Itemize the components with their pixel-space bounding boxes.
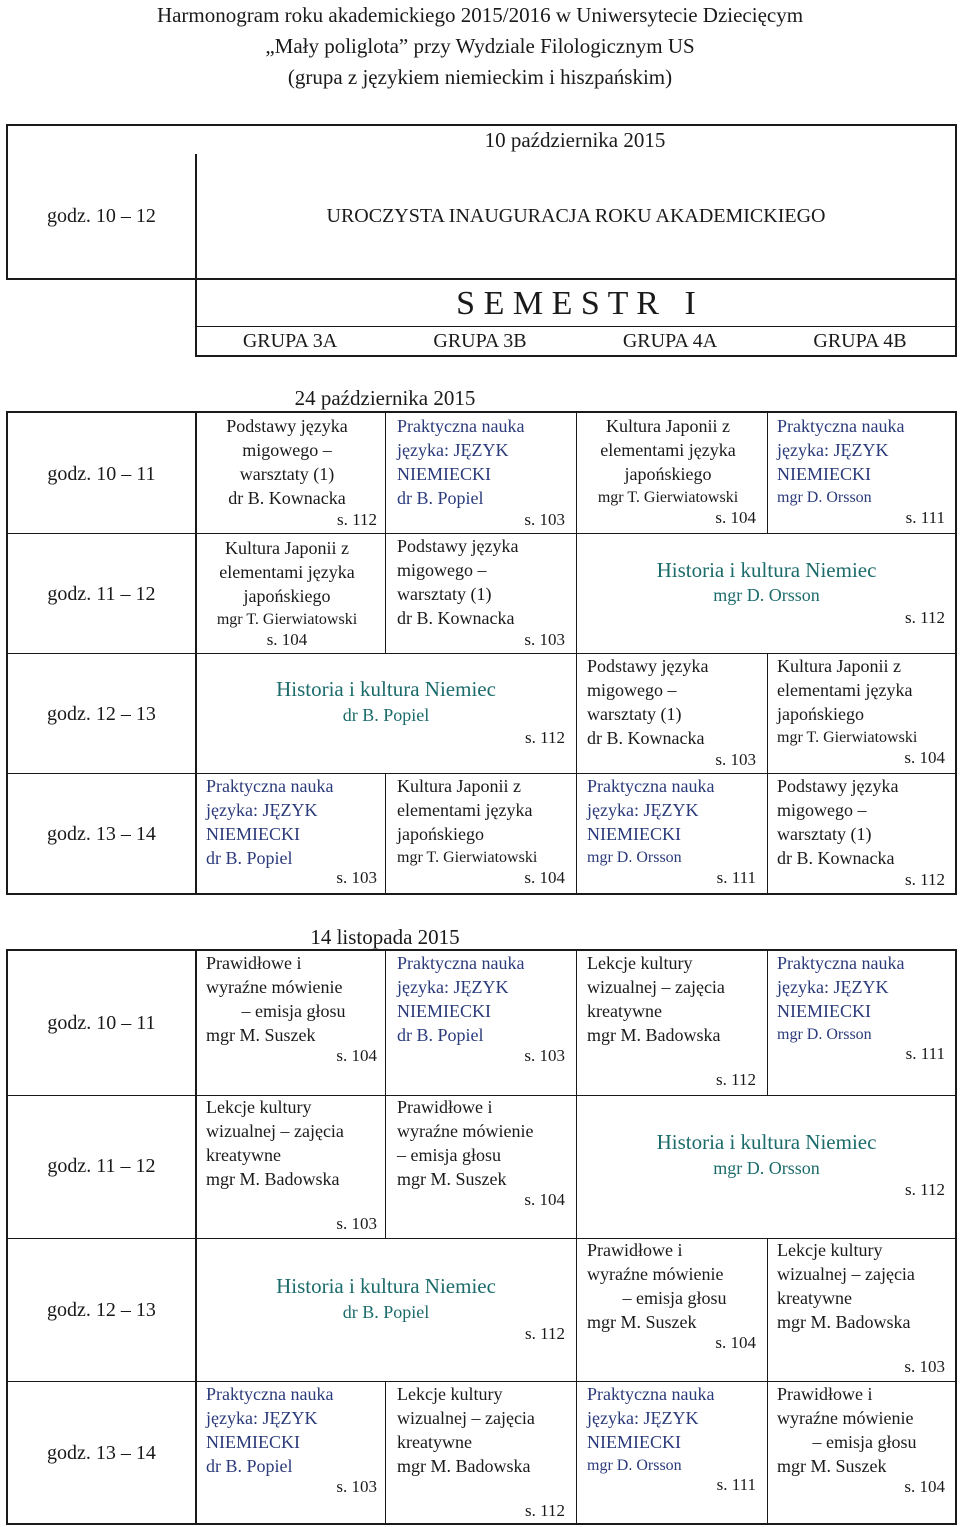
room-label: s. 111 [905,1044,945,1063]
time-slot-13-14: godz. 13 – 14 [47,823,156,845]
room-label: s. 104 [266,630,308,649]
room-label: s. 103 [524,630,565,649]
room-label: s. 103 [715,750,756,769]
day-date: 14 listopada 2015 [310,925,460,949]
time-slot-11-12: godz. 11 – 12 [47,1155,156,1177]
history-course-teacher: dr B. Popiel [342,1302,430,1322]
schedule-cell: Praktyczna nauka języka: JĘZYK NIEMIECKI mgr D. Orsson [587,776,715,866]
time-slot-10-11: godz. 10 – 11 [47,463,156,485]
inauguration-date: 10 października 2015 [484,128,666,152]
room-label: s. 111 [716,868,756,887]
room-label: s. 104 [524,1190,565,1209]
room-label: s. 112 [905,1180,945,1199]
room-label: s. 104 [904,748,945,767]
page-title-line-2: „Mały poliglota” przy Wydziale Filologicznym US [265,34,695,58]
schedule-cell: Prawidłowe i wyraźne mówienie – emisja głosu mgr M. Suszek [587,1240,727,1332]
semester-label: S E M E S T R I [456,285,696,322]
room-label: s. 104 [904,1477,945,1496]
room-label: s. 103 [336,868,377,887]
room-label: s. 103 [336,1214,377,1233]
room-label: s. 112 [905,608,945,627]
group-4b-header: GRUPA 4B [813,330,907,352]
schedule-cell: Lekcje kultury wizualnej – zajęcia kreatywne mgr M. Badowska [587,953,725,1045]
schedule-cell: Prawidłowe i wyraźne mówienie – emisja głosu mgr M. Suszek [206,953,346,1045]
room-label: s. 112 [525,728,565,747]
schedule-cell: Praktyczna nauka języka: JĘZYK NIEMIECKI dr B. Popiel [206,1384,334,1476]
schedule-cell: Podstawy języka migowego – warsztaty (1) dr B. Kownacka [587,656,709,748]
inauguration-time: godz. 10 – 12 [47,205,156,227]
room-label: s. 112 [525,1501,565,1520]
room-label: s. 104 [715,508,756,527]
group-3b-header: GRUPA 3B [433,330,527,352]
group-3a-header: GRUPA 3A [242,330,338,352]
history-course-title: Historia i kultura Niemiec [656,558,877,582]
history-course-title: Historia i kultura Niemiec [276,677,496,701]
time-slot-12-13: godz. 12 – 13 [47,1299,156,1321]
room-label: s. 111 [716,1475,756,1494]
schedule-cell: Lekcje kultury wizualnej – zajęcia kreatywne mgr M. Badowska [777,1240,915,1332]
room-label: s. 103 [524,510,565,529]
room-label: s. 104 [715,1333,756,1352]
history-course-teacher: mgr D. Orsson [713,585,820,605]
history-course-title: Historia i kultura Niemiec [656,1130,877,1154]
schedule-cell: Podstawy języka migowego – warsztaty (1) dr B. Kownacka [226,416,348,508]
time-slot-11-12: godz. 11 – 12 [47,583,156,605]
schedule-cell: Kultura Japonii z elementami języka japońskiego mgr T. Gierwiatowski [216,538,358,628]
schedule-cell: Prawidłowe i wyraźne mówienie – emisja głosu mgr M. Suszek [777,1384,917,1476]
room-label: s. 104 [336,1046,377,1065]
inauguration-event: UROCZYSTA INAUGURACJA ROKU AKADEMICKIEGO [326,205,826,227]
schedule-cell: Lekcje kultury wizualnej – zajęcia kreatywne mgr M. Badowska [397,1384,535,1476]
history-course-title: Historia i kultura Niemiec [276,1274,496,1298]
room-label: s. 103 [904,1357,945,1376]
schedule-cell: Podstawy języka migowego – warsztaty (1) dr B. Kownacka [397,536,519,628]
room-label: s. 103 [336,1477,377,1496]
schedule-cell: Praktyczna nauka języka: JĘZYK NIEMIECKI mgr D. Orsson [777,416,905,506]
day-date: 24 października 2015 [294,386,476,410]
room-label: s. 112 [525,1324,565,1343]
schedule-cell: Praktyczna nauka języka: JĘZYK NIEMIECKI dr B. Popiel [397,416,525,508]
room-label: s. 104 [524,868,565,887]
schedule-cell: Kultura Japonii z elementami języka japońskiego mgr T. Gierwiatowski [597,416,739,506]
schedule-cell: Kultura Japonii z elementami języka japońskiego mgr T. Gierwiatowski [397,776,538,866]
time-slot-10-11: godz. 10 – 11 [47,1012,156,1034]
history-course-teacher: dr B. Popiel [342,705,430,725]
schedule-cell: Praktyczna nauka języka: JĘZYK NIEMIECKI mgr D. Orsson [587,1384,715,1474]
schedule-cell: Praktyczna nauka języka: JĘZYK NIEMIECKI dr B. Popiel [206,776,334,868]
history-course-teacher: mgr D. Orsson [713,1158,820,1178]
schedule-cell: Praktyczna nauka języka: JĘZYK NIEMIECKI mgr D. Orsson [777,953,905,1043]
room-label: s. 103 [524,1046,565,1065]
schedule-cell: Kultura Japonii z elementami języka japońskiego mgr T. Gierwiatowski [777,656,918,746]
page-title-line-1: Harmonogram roku akademickiego 2015/2016 w Uniwersytecie Dziecięcym [156,3,804,27]
schedule-cell: Prawidłowe i wyraźne mówienie – emisja głosu mgr M. Suszek [397,1097,534,1189]
time-slot-13-14: godz. 13 – 14 [47,1442,156,1464]
room-label: s. 112 [905,870,945,889]
room-label: s. 112 [337,510,377,529]
room-label: s. 112 [716,1070,756,1089]
schedule-cell: Praktyczna nauka języka: JĘZYK NIEMIECKI dr B. Popiel [397,953,525,1045]
room-label: s. 111 [905,508,945,527]
schedule-cell: Lekcje kultury wizualnej – zajęcia kreatywne mgr M. Badowska [206,1097,344,1189]
page-title-line-3: (grupa z językiem niemieckim i hiszpańskim) [287,65,673,89]
group-4a-header: GRUPA 4A [622,330,718,352]
schedule-cell: Podstawy języka migowego – warsztaty (1) dr B. Kownacka [777,776,899,868]
time-slot-12-13: godz. 12 – 13 [47,703,156,725]
